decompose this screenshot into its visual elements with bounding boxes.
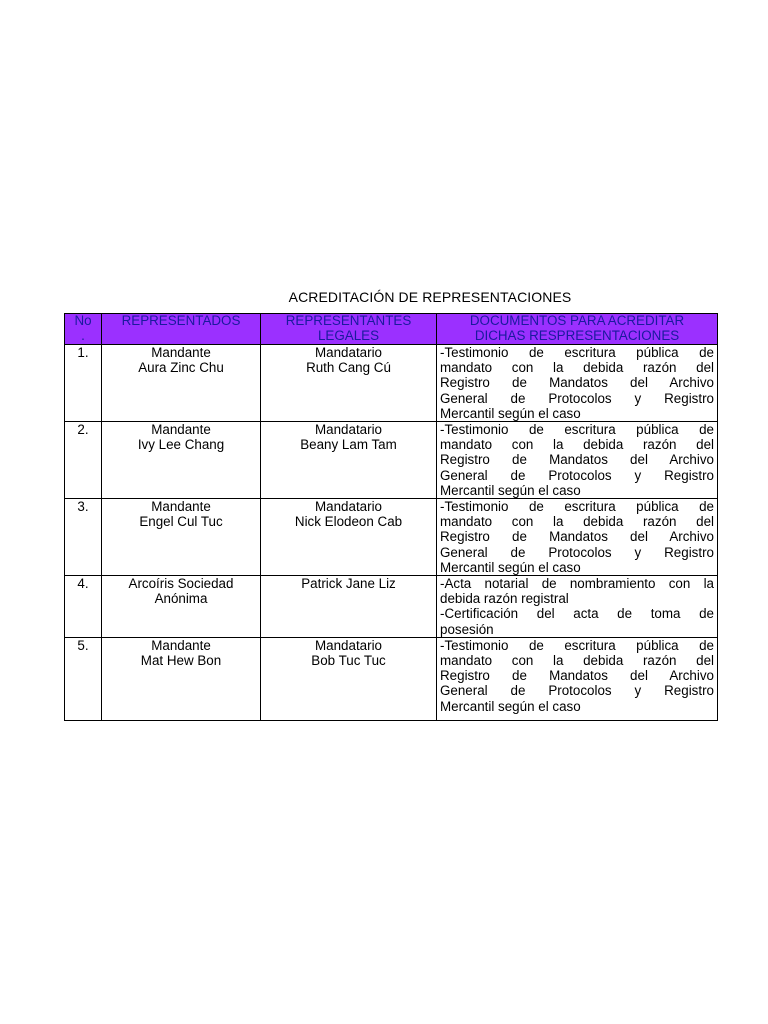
- header-no: [65, 314, 102, 345]
- doc-line: General de Protocolos y Registro: [440, 544, 714, 560]
- cell-representado: [102, 576, 261, 638]
- doc-line: -Testimonio de escritura pública de: [440, 345, 714, 360]
- doc-line: Registro de Mandatos del Archivo: [440, 529, 714, 545]
- cell-representado: [102, 499, 261, 576]
- table-header: [65, 314, 718, 345]
- doc-line: posesión: [440, 621, 494, 637]
- representado-role: Mandante: [151, 499, 211, 515]
- cell-number: 3.: [65, 499, 102, 576]
- doc-line: -Acta notarial de nombramiento con la: [440, 576, 714, 592]
- doc-line: General de Protocolos y Registro: [440, 683, 714, 699]
- legal-role: Mandatario: [315, 637, 382, 653]
- doc-line: General de Protocolos y Registro: [440, 467, 714, 483]
- header-no-line2: .: [81, 327, 85, 343]
- legal-name: Nick Elodeon Cab: [294, 514, 403, 530]
- table-row: [65, 422, 718, 499]
- header-documentos: [437, 314, 718, 345]
- legal-name: Ruth Cang Cú: [306, 360, 391, 376]
- cell-documentos: [437, 637, 718, 720]
- representado-role: Mandante: [151, 345, 211, 360]
- cell-representado: [102, 345, 261, 422]
- cell-representante-legal: [261, 499, 437, 576]
- doc-line: debida razón registral: [440, 591, 569, 607]
- header-documentos-line2: DICHAS RESPRESENTACIONES: [474, 327, 680, 343]
- representado-role: Arcoíris Sociedad: [128, 576, 234, 592]
- representado-role: Mandante: [151, 422, 211, 438]
- doc-line: Registro de Mandatos del Archivo: [440, 452, 714, 468]
- legal-name: Patrick Jane Liz: [301, 576, 396, 592]
- header-row: [65, 314, 718, 345]
- doc-line: Mercantil según el caso: [440, 698, 581, 714]
- cell-representado: [102, 422, 261, 499]
- cell-representante-legal: [261, 576, 437, 638]
- document-title: ACREDITACIÓN DE REPRESENTACIONES: [288, 289, 572, 305]
- cell-number: 5.: [65, 637, 102, 720]
- representado-name: Anónima: [154, 591, 208, 607]
- doc-line: General de Protocolos y Registro: [440, 390, 714, 406]
- cell-number: 2.: [65, 422, 102, 499]
- cell-number: 4.: [65, 576, 102, 638]
- cell-representante-legal: [261, 637, 437, 720]
- doc-line: Mercantil según el caso: [440, 482, 581, 498]
- doc-line: Registro de Mandatos del Archivo: [440, 375, 714, 391]
- header-documentos-line1: DOCUMENTOS PARA ACREDITAR: [469, 313, 685, 328]
- cell-documentos: [437, 345, 718, 422]
- table-row: [65, 499, 718, 576]
- cell-documentos: [437, 576, 718, 638]
- representado-name: Engel Cul Tuc: [139, 514, 223, 530]
- cell-documentos: [437, 499, 718, 576]
- cell-representado: [102, 637, 261, 720]
- doc-line: mandato con la debida razón del: [440, 514, 714, 530]
- doc-line: -Testimonio de escritura pública de: [440, 637, 714, 653]
- header-representantes-legales: [261, 314, 437, 345]
- header-representados-text: REPRESENTADOS: [121, 313, 241, 328]
- legal-role: Mandatario: [315, 422, 382, 438]
- doc-line: mandato con la debida razón del: [440, 653, 714, 669]
- cell-number: 1.: [65, 345, 102, 422]
- table-row: [65, 576, 718, 638]
- legal-name: Bob Tuc Tuc: [311, 653, 386, 669]
- header-legales-line2: LEGALES: [317, 327, 380, 343]
- doc-line: mandato con la debida razón del: [440, 360, 714, 376]
- cell-representante-legal: [261, 345, 437, 422]
- doc-line: -Certificación del acta de toma de: [440, 606, 714, 622]
- table-row: [65, 637, 718, 720]
- representations-table: [64, 313, 718, 721]
- representado-name: Mat Hew Bon: [140, 653, 222, 669]
- table-row: [65, 345, 718, 422]
- doc-line: -Testimonio de escritura pública de: [440, 499, 714, 515]
- cell-representante-legal: [261, 422, 437, 499]
- representado-name: Aura Zinc Chu: [138, 360, 224, 376]
- doc-line: Registro de Mandatos del Archivo: [440, 668, 714, 684]
- representado-name: Ivy Lee Chang: [137, 437, 225, 453]
- doc-line: mandato con la debida razón del: [440, 437, 714, 453]
- representado-role: Mandante: [151, 637, 211, 653]
- doc-line: Mercantil según el caso: [440, 405, 581, 421]
- header-representados: [102, 314, 261, 345]
- legal-role: Mandatario: [315, 345, 382, 360]
- legal-name: Beany Lam Tam: [300, 437, 397, 453]
- doc-line: Mercantil según el caso: [440, 559, 581, 575]
- legal-role: Mandatario: [315, 499, 382, 515]
- doc-line: -Testimonio de escritura pública de: [440, 422, 714, 438]
- header-legales-line1: REPRESENTANTES: [285, 313, 412, 328]
- cell-documentos: [437, 422, 718, 499]
- header-no-line1: No: [74, 313, 92, 328]
